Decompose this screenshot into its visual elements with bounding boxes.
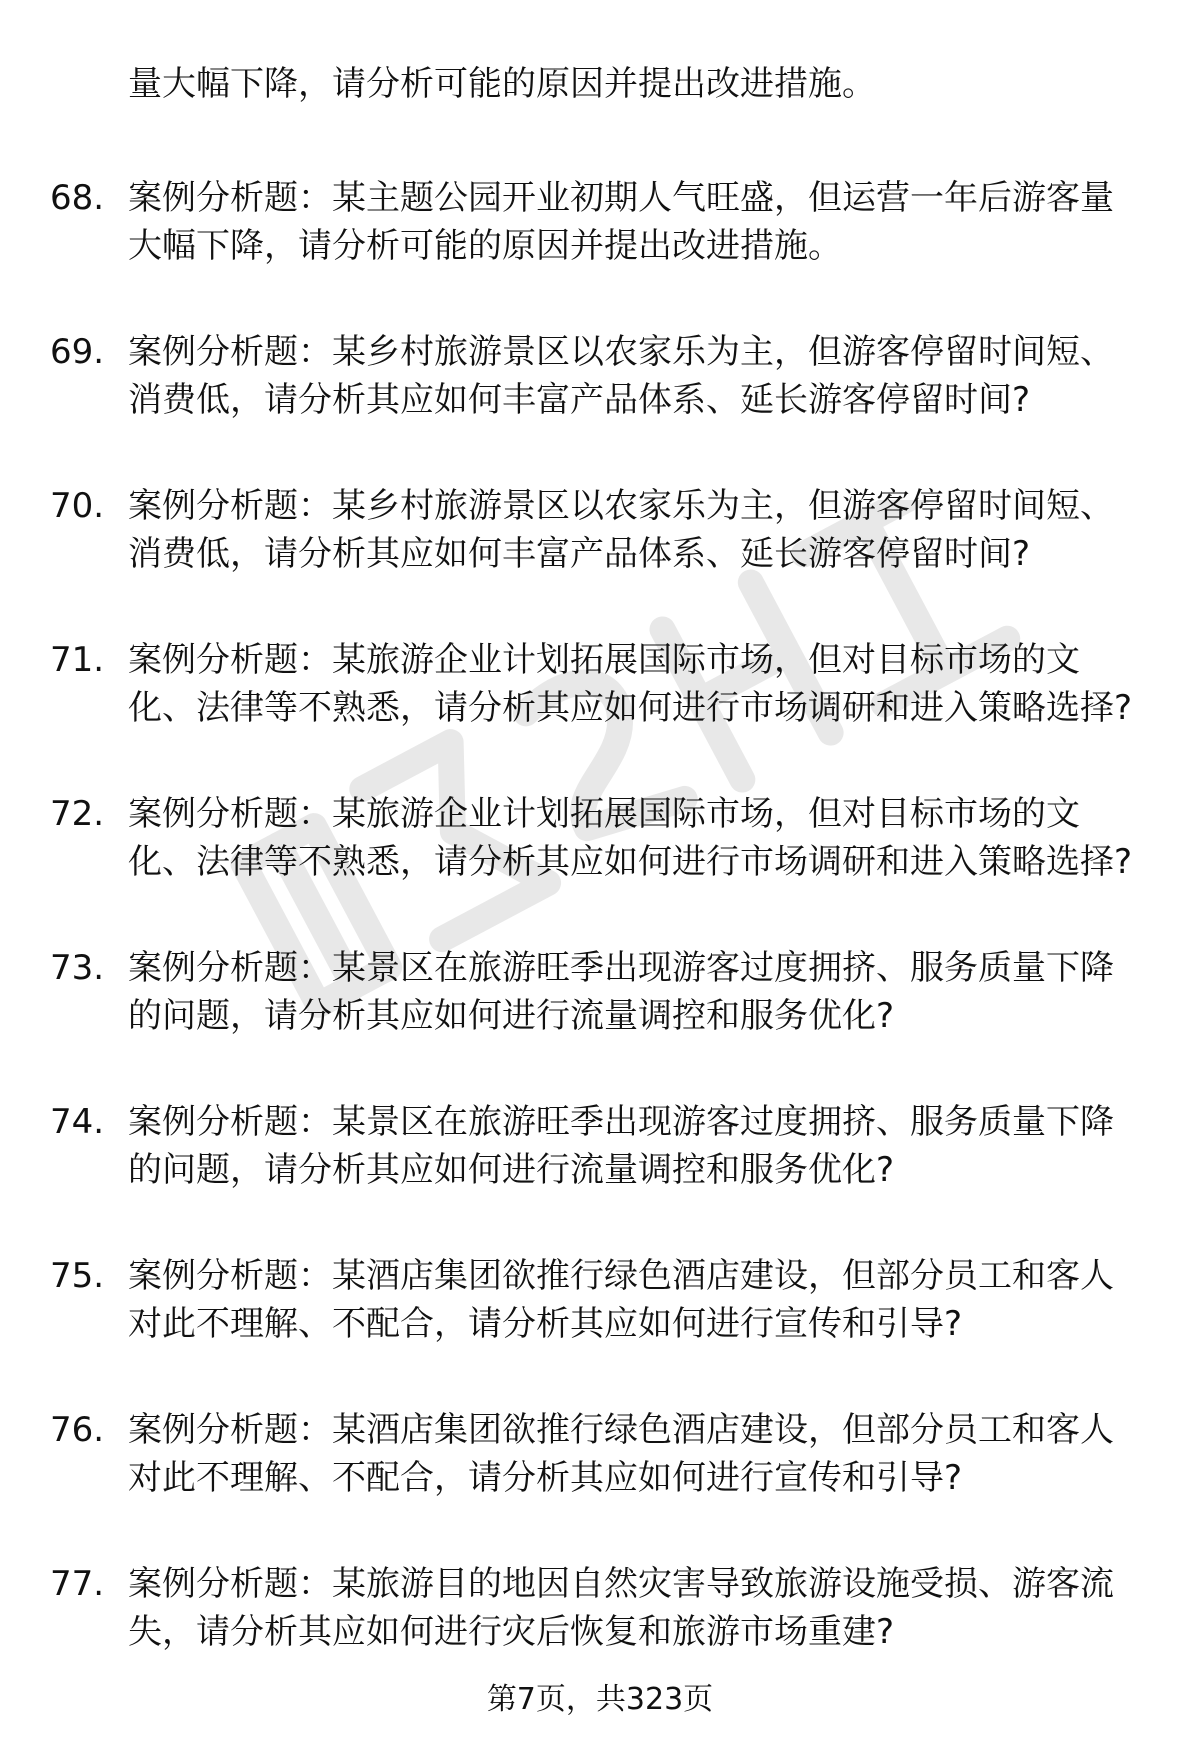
question-number: 77.	[50, 1564, 105, 1604]
question-text: 案例分析题：某旅游企业计划拓展国际市场，但对目标市场的文化、法律等不熟悉，请分析其应如何进行市场调研和进入策略选择?	[128, 640, 1133, 728]
question-text: 案例分析题：某景区在旅游旺季出现游客过度拥挤、服务质量下降的问题，请分析其应如何进行流量调控和服务优化?	[128, 948, 1114, 1036]
question-list	[50, 60, 1140, 1656]
page-footer: 第7页，共323页	[486, 1682, 714, 1717]
question-number: 72.	[50, 794, 105, 834]
question-text: 案例分析题：某旅游企业计划拓展国际市场，但对目标市场的文化、法律等不熟悉，请分析其应如何进行市场调研和进入策略选择?	[128, 794, 1133, 882]
question-item	[50, 636, 1140, 732]
question-text: 案例分析题：某旅游目的地因自然灾害导致旅游设施受损、游客流失，请分析其应如何进行灾后恢复和旅游市场重建?	[128, 1564, 1114, 1652]
question-text: 案例分析题：某乡村旅游景区以农家乐为主，但游客停留时间短、消费低，请分析其应如何丰富产品体系、延长游客停留时间?	[128, 332, 1114, 420]
question-number: 70.	[50, 486, 105, 526]
question-number: 68.	[50, 178, 105, 218]
question-continuation: 量大幅下降，请分析可能的原因并提出改进措施。	[128, 64, 876, 104]
question-number: 69.	[50, 332, 105, 372]
question-item	[50, 790, 1140, 886]
question-item	[50, 328, 1140, 424]
question-number: 75.	[50, 1256, 105, 1296]
question-item	[50, 1098, 1140, 1194]
question-number: 74.	[50, 1102, 105, 1142]
question-text: 案例分析题：某主题公园开业初期人气旺盛，但运营一年后游客量大幅下降，请分析可能的原因并提出改进措施。	[128, 178, 1114, 266]
question-item	[50, 1406, 1140, 1502]
question-number: 76.	[50, 1410, 105, 1450]
question-number: 71.	[50, 640, 105, 680]
question-item	[50, 482, 1140, 578]
question-number: 73.	[50, 948, 105, 988]
question-item	[50, 174, 1140, 270]
question-item	[50, 1252, 1140, 1348]
question-text: 案例分析题：某乡村旅游景区以农家乐为主，但游客停留时间短、消费低，请分析其应如何丰富产品体系、延长游客停留时间?	[128, 486, 1114, 574]
question-text: 案例分析题：某景区在旅游旺季出现游客过度拥挤、服务质量下降的问题，请分析其应如何进行流量调控和服务优化?	[128, 1102, 1114, 1190]
question-item	[50, 944, 1140, 1040]
question-text: 案例分析题：某酒店集团欲推行绿色酒店建设，但部分员工和客人对此不理解、不配合，请分析其应如何进行宣传和引导?	[128, 1410, 1114, 1498]
question-text: 案例分析题：某酒店集团欲推行绿色酒店建设，但部分员工和客人对此不理解、不配合，请分析其应如何进行宣传和引导?	[128, 1256, 1114, 1344]
question-item	[50, 1560, 1140, 1656]
